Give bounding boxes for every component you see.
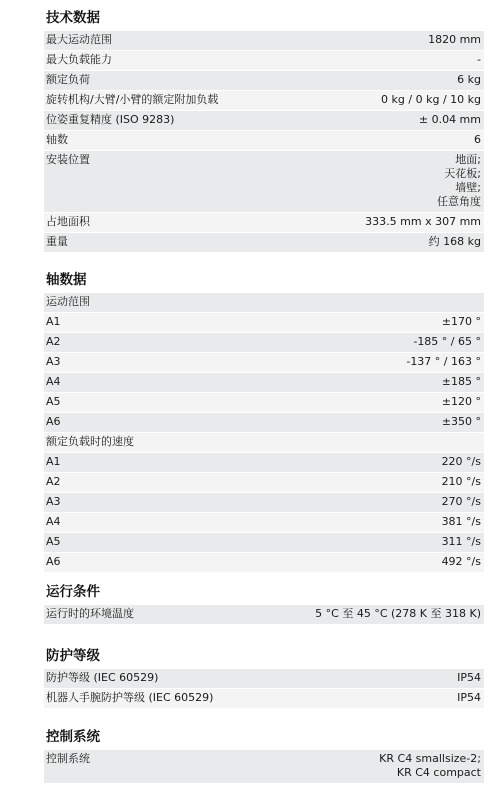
row-value: 270 °/s: [441, 495, 481, 508]
row-value: ±170 °: [441, 315, 481, 328]
rated-speed-row: [44, 493, 484, 513]
axis-data-section: [44, 270, 484, 573]
row-label: 运行时的环境温度: [46, 607, 134, 620]
row-value-line: 任意角度: [437, 195, 481, 208]
row-label: A2: [46, 475, 61, 488]
protection-class-table: [44, 669, 484, 709]
technical-data-title: 技术数据: [46, 10, 100, 26]
row-value-line: 天花板;: [444, 167, 481, 180]
technical-data-row: [44, 111, 484, 131]
row-label: A4: [46, 515, 61, 528]
row-label: A6: [46, 555, 61, 568]
axis-data-table: [44, 293, 484, 573]
row-value: IP54: [457, 691, 481, 704]
row-value: 约 168 kg: [428, 235, 481, 248]
row-value: ±120 °: [441, 395, 481, 408]
motion-range-row: [44, 313, 484, 333]
technical-data-row: [44, 31, 484, 51]
technical-data-section: [44, 8, 484, 253]
row-label: 防护等级 (IEC 60529): [46, 671, 159, 684]
motion-range-row: [44, 333, 484, 353]
operating-conditions-table: [44, 605, 484, 625]
row-label: A3: [46, 495, 61, 508]
row-label: 占地面积: [46, 215, 90, 228]
row-label: 重量: [46, 235, 68, 248]
protection-class-section: [44, 646, 484, 709]
axis-data-title: 轴数据: [46, 272, 87, 288]
motion-range-row: [44, 373, 484, 393]
row-value: -: [477, 53, 481, 66]
operating-conditions-section: [44, 582, 484, 625]
technical-data-row: [44, 213, 484, 233]
row-label: 旋转机构/大臂/小臂的额定附加负载: [46, 93, 219, 106]
row-value: ±185 °: [441, 375, 481, 388]
row-label: A6: [46, 415, 61, 428]
row-label: 最大负载能力: [46, 53, 112, 66]
motion-range-row: [44, 413, 484, 433]
row-value: 311 °/s: [441, 535, 481, 548]
rated-speed-row: [44, 513, 484, 533]
row-value: 220 °/s: [441, 455, 481, 468]
row-value: [379, 752, 481, 780]
row-label: 位姿重复精度 (ISO 9283): [46, 113, 175, 126]
motion-range-heading: [44, 293, 484, 313]
row-value: 6 kg: [457, 73, 481, 86]
row-value: 0 kg / 0 kg / 10 kg: [381, 93, 481, 106]
motion-range-row: [44, 393, 484, 413]
row-value: -137 ° / 163 °: [406, 355, 481, 368]
row-label: 控制系统: [46, 752, 90, 765]
row-value-line: 地面;: [455, 153, 481, 166]
rated-speed-row: [44, 453, 484, 473]
rated-speed-heading: [44, 433, 484, 453]
row-value-line: 墙壁;: [455, 181, 481, 194]
row-value: IP54: [457, 671, 481, 684]
control-system-title: 控制系统: [46, 729, 100, 745]
row-value-line: KR C4 compact: [396, 766, 481, 779]
protection-class-row: [44, 669, 484, 689]
technical-data-row: [44, 71, 484, 91]
row-label: A1: [46, 455, 61, 468]
row-label: A2: [46, 335, 61, 348]
control-system-row: [44, 750, 484, 784]
row-label: A3: [46, 355, 61, 368]
operating-conditions-title: 运行条件: [46, 584, 100, 600]
technical-data-row: [44, 51, 484, 71]
technical-data-row: [44, 91, 484, 111]
row-value-line: KR C4 smallsize-2;: [379, 752, 481, 765]
row-label: A5: [46, 395, 61, 408]
subheading-label: 运动范围: [46, 295, 90, 308]
technical-data-table: [44, 31, 484, 253]
row-label: 机器人手腕防护等级 (IEC 60529): [46, 691, 214, 704]
rated-speed-row: [44, 473, 484, 493]
row-value: 1820 mm: [428, 33, 481, 46]
technical-data-row: [44, 131, 484, 151]
row-label: A4: [46, 375, 61, 388]
rated-speed-row: [44, 553, 484, 573]
row-value: [437, 153, 481, 209]
rated-speed-row: [44, 533, 484, 553]
row-value: -185 ° / 65 °: [413, 335, 481, 348]
subheading-label: 额定负载时的速度: [46, 435, 134, 448]
row-value: 6: [474, 133, 481, 146]
row-value: ±350 °: [441, 415, 481, 428]
row-value: 333.5 mm x 307 mm: [365, 215, 481, 228]
row-label: 最大运动范围: [46, 33, 112, 46]
row-value: 5 °C 至 45 °C (278 K 至 318 K): [315, 607, 481, 620]
technical-data-row: [44, 233, 484, 253]
motion-range-row: [44, 353, 484, 373]
row-label: A1: [46, 315, 61, 328]
control-system-table: [44, 750, 484, 784]
row-label: A5: [46, 535, 61, 548]
operating-conditions-row: [44, 605, 484, 625]
technical-data-row: [44, 151, 484, 213]
protection-class-row: [44, 689, 484, 709]
control-system-section: [44, 727, 484, 784]
row-label: 轴数: [46, 133, 68, 146]
row-label: 额定负荷: [46, 73, 90, 86]
row-label: 安装位置: [46, 153, 90, 166]
protection-class-title: 防护等级: [46, 648, 100, 664]
row-value: 210 °/s: [441, 475, 481, 488]
row-value: ± 0.04 mm: [418, 113, 481, 126]
row-value: 492 °/s: [441, 555, 481, 568]
row-value: 381 °/s: [441, 515, 481, 528]
